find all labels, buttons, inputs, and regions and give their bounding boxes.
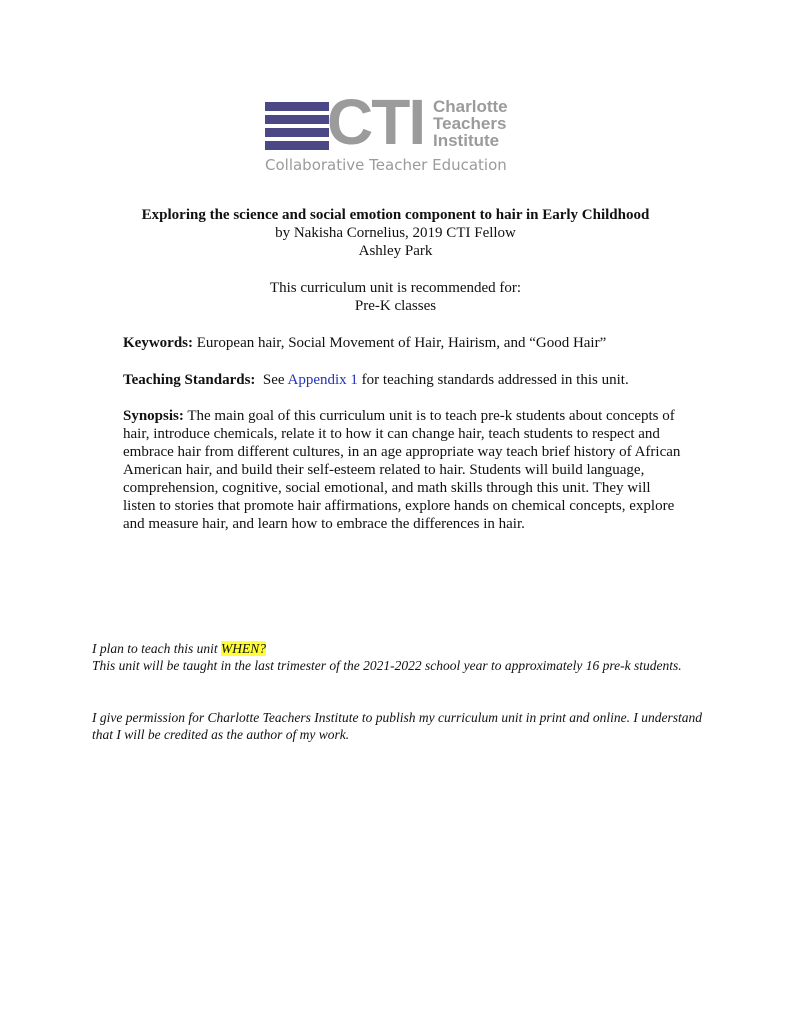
appendix-link[interactable]: Appendix 1 <box>287 372 358 388</box>
synopsis-label: Synopsis: <box>123 408 184 424</box>
plan-question: I plan to teach this unit WHEN? <box>92 641 266 656</box>
logo-name: Charlotte Teachers Institute <box>433 97 508 150</box>
when-highlight: WHEN? <box>221 641 266 656</box>
author-byline: by Nakisha Cornelius, 2019 CTI Fellow <box>275 225 516 241</box>
synopsis-text: The main goal of this curriculum unit is to teach pre-k students about concepts of hair, introduce chemicals, relate it to how it can change hair, teach students to respect and embrace hair from different cultures, in an age appropriate way teach brief history of African American hair, and build their self-esteem related to hair. Students will build language, comprehension, cognitive, social emotional, and math skills through this unit. They will listen to stories that promote hair affirmations, explore hands on chemical concepts, explore and measure hair, and learn how to embrace the differences in hair. <box>123 408 681 532</box>
logo-bars-icon <box>265 102 329 154</box>
standards-paragraph: Teaching Standards: See Appendix 1 for teaching standards addressed in this unit. <box>123 372 629 388</box>
recommended-label: This curriculum unit is recommended for: <box>269 280 522 296</box>
cti-logo <box>265 86 521 180</box>
keywords-label: Keywords: <box>123 335 193 351</box>
synopsis-paragraph <box>123 407 683 533</box>
recommended-value: Pre-K classes <box>354 298 437 314</box>
logo-tagline: Collaborative Teacher Education <box>265 156 507 174</box>
school-name: Ashley Park <box>358 243 433 259</box>
keywords-paragraph <box>123 334 683 352</box>
permission-statement: I give permission for Charlotte Teachers Institute to publish my curriculum unit in print and online. I understand that I will be credited as the author of my work. <box>92 710 702 742</box>
keywords-text: European hair, Social Movement of Hair, Hairism, and “Good Hair” <box>193 335 607 351</box>
standards-label: Teaching Standards: <box>123 372 256 388</box>
logo-letters: CTI <box>327 86 425 158</box>
plan-answer: This unit will be taught in the last trimester of the 2021-2022 school year to approximately 16 pre-k students. <box>92 658 682 673</box>
document-title: Exploring the science and social emotion component to hair in Early Childhood <box>141 207 650 223</box>
